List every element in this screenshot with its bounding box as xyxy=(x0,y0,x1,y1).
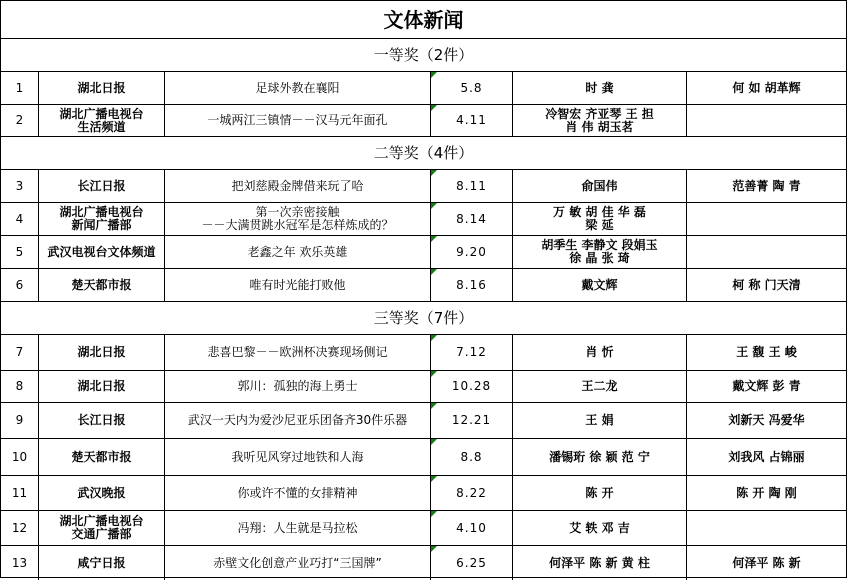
article-title-cell: 冯翔：人生就是马拉松 xyxy=(165,511,431,545)
publisher-cell: 咸宁日报 xyxy=(39,546,165,580)
row-number: 7 xyxy=(1,335,39,370)
publisher-cell: 长江日报 xyxy=(39,403,165,438)
date-cell: 10.28 xyxy=(431,371,513,402)
date-cell: 8.14 xyxy=(431,203,513,235)
author-cell: 陈 开 xyxy=(513,476,687,510)
editor-cell: 刘新天 冯爱华 xyxy=(728,413,805,427)
author-cell: 艾 轶 邓 吉 xyxy=(513,511,687,545)
author-cell: 王二龙 xyxy=(513,371,687,402)
editor-cell xyxy=(687,105,846,136)
article-title-cell: 悲喜巴黎－－欧洲杯决赛现场侧记 xyxy=(165,335,431,370)
page-title: 文体新闻 xyxy=(1,1,846,39)
date-cell: 9.20 xyxy=(431,236,513,268)
publisher-cell: 楚天都市报 xyxy=(39,439,165,475)
article-title-cell: 我听见风穿过地铁和人海 xyxy=(165,439,431,475)
editor-cell xyxy=(687,236,846,268)
date-cell: 4.10 xyxy=(431,511,513,545)
editor-cell: 刘我风 占锦丽 xyxy=(728,449,805,464)
section-heading: 一等奖（2件） xyxy=(1,39,846,72)
row-number: 3 xyxy=(1,170,39,202)
row-number: 9 xyxy=(1,403,39,438)
row-number: 4 xyxy=(1,203,39,235)
table-row xyxy=(1,511,846,546)
table-row xyxy=(1,439,846,476)
publisher-cell: 楚天都市报 xyxy=(39,269,165,301)
author-cell: 潘锡珩 徐 颖 范 宁 xyxy=(513,439,687,475)
author-cell: 时 龚 xyxy=(513,72,687,104)
article-title-cell: 唯有时光能打败他 xyxy=(165,269,431,301)
publisher-cell: 湖北广播电视台 生活频道 xyxy=(39,105,165,136)
author-cell: 俞国伟 xyxy=(513,170,687,202)
table-row xyxy=(1,403,846,439)
section-heading: 三等奖（7件） xyxy=(1,302,846,335)
article-title-cell: 足球外教在襄阳 xyxy=(165,72,431,104)
date-cell: 8.8 xyxy=(431,439,513,475)
date-cell: 4.11 xyxy=(431,105,513,136)
publisher-cell: 湖北广播电视台 新闻广播部 xyxy=(39,203,165,235)
date-cell: 6.25 xyxy=(431,546,513,580)
publisher-cell: 长江日报 xyxy=(39,170,165,202)
table-row xyxy=(1,170,846,203)
article-title-cell: 武汉一天内为爱沙尼亚乐团备齐30件乐器 xyxy=(165,403,431,438)
table-row xyxy=(1,269,846,302)
publisher-cell: 武汉电视台文体频道 xyxy=(39,236,165,268)
editor-cell xyxy=(687,511,846,545)
table-row xyxy=(1,72,846,105)
editor-cell: 戴文辉 彭 青 xyxy=(732,379,801,393)
date-cell: 8.11 xyxy=(431,170,513,202)
section-heading: 二等奖（4件） xyxy=(1,137,846,170)
author-cell: 王 娟 xyxy=(513,403,687,438)
table-row xyxy=(1,371,846,403)
editor-cell: 陈 开 陶 刚 xyxy=(736,485,797,500)
article-title-cell: 一城两江三镇情－－汉马元年面孔 xyxy=(165,105,431,136)
publisher-cell: 湖北日报 xyxy=(39,371,165,402)
table-row xyxy=(1,335,846,371)
row-number: 8 xyxy=(1,371,39,402)
editor-cell: 何 如 胡革辉 xyxy=(732,80,801,95)
author-cell: 胡季生 李静文 段娟玉 徐 晶 张 琦 xyxy=(513,236,687,268)
article-title-cell: 你或许不懂的女排精神 xyxy=(165,476,431,510)
table-body xyxy=(1,39,846,580)
table-row xyxy=(1,546,846,580)
article-title-cell: 郭川：孤独的海上勇士 xyxy=(165,371,431,402)
author-cell: 何泽平 陈 新 黄 柱 xyxy=(513,546,687,580)
publisher-cell: 湖北日报 xyxy=(39,72,165,104)
editor-cell: 何泽平 陈 新 xyxy=(732,555,801,570)
date-cell: 5.8 xyxy=(431,72,513,104)
article-title-cell: 把刘慈殿金牌借来玩了哈 xyxy=(165,170,431,202)
author-cell: 肖 忻 xyxy=(513,335,687,370)
row-number: 11 xyxy=(1,476,39,510)
row-number: 12 xyxy=(1,511,39,545)
editor-cell xyxy=(687,203,846,235)
article-title-cell: 老鑫之年 欢乐英雄 xyxy=(165,236,431,268)
author-cell: 冷智宏 齐亚琴 王 担 肖 伟 胡玉茗 xyxy=(513,105,687,136)
editor-cell: 柯 称 门天清 xyxy=(732,277,801,292)
row-number: 13 xyxy=(1,546,39,580)
table-row xyxy=(1,236,846,269)
row-number: 2 xyxy=(1,105,39,136)
publisher-cell: 湖北广播电视台 交通广播部 xyxy=(39,511,165,545)
article-title-cell: 赤壁文化创意产业巧打“三国牌” xyxy=(165,546,431,580)
author-cell: 戴文辉 xyxy=(513,269,687,301)
author-cell: 万 敏 胡 佳 华 磊 梁 延 xyxy=(513,203,687,235)
table-row xyxy=(1,105,846,137)
date-cell: 12.21 xyxy=(431,403,513,438)
table-row xyxy=(1,203,846,236)
row-number: 1 xyxy=(1,72,39,104)
date-cell: 8.22 xyxy=(431,476,513,510)
publisher-cell: 湖北日报 xyxy=(39,335,165,370)
date-cell: 8.16 xyxy=(431,269,513,301)
article-title-cell: 第一次亲密接触 －－大满贯跳水冠军是怎样炼成的？ xyxy=(165,203,431,235)
editor-cell: 王 馥 王 峻 xyxy=(736,345,797,359)
row-number: 6 xyxy=(1,269,39,301)
row-number: 10 xyxy=(1,439,39,475)
publisher-cell: 武汉晚报 xyxy=(39,476,165,510)
date-cell: 7.12 xyxy=(431,335,513,370)
editor-cell: 范善菁 陶 青 xyxy=(732,178,801,193)
table-row xyxy=(1,476,846,511)
row-number: 5 xyxy=(1,236,39,268)
